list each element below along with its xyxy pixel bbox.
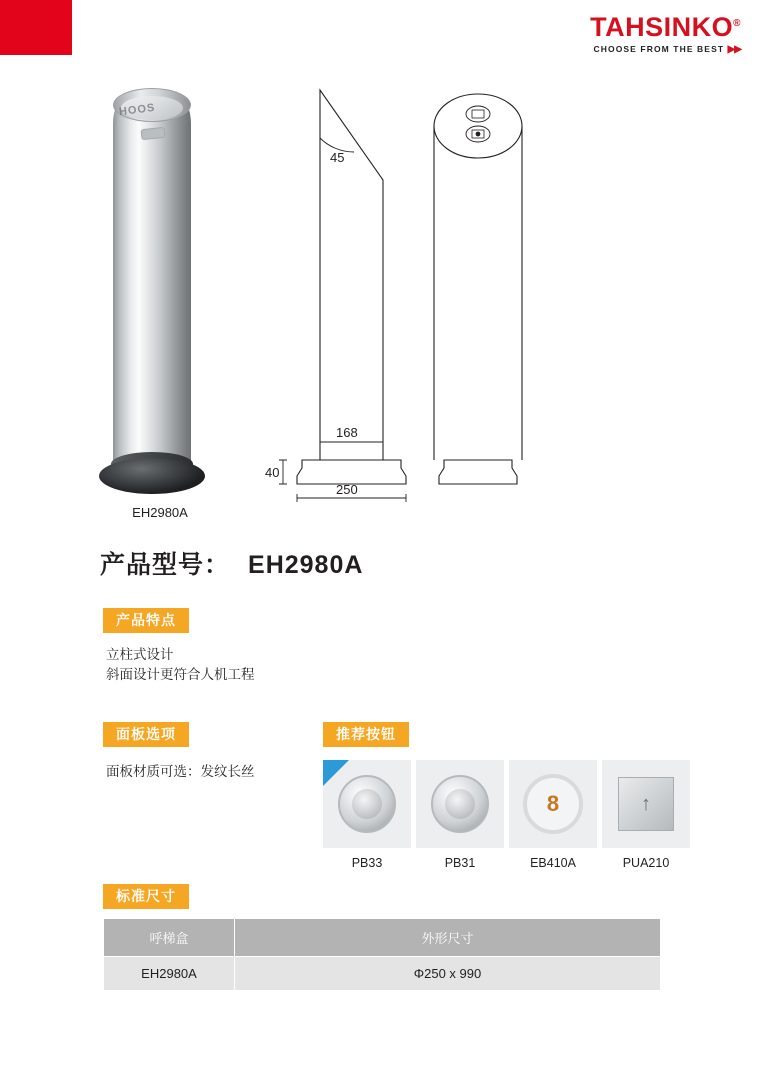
button-label: PB31 [444,856,476,870]
button-label: PB33 [351,856,383,870]
round-arrow-button-icon [431,775,489,833]
product-photo [95,80,225,500]
dimension-top-width: 168 [336,425,358,440]
registered-mark: ® [733,18,741,29]
button-item[interactable] [509,760,597,870]
section-tag-panel-options: 面板选项 [103,722,189,747]
button-item[interactable] [323,760,411,870]
brand-tagline [590,44,741,55]
front-view-drawing [434,94,522,484]
feature-line-2: 斜面设计更符合人机工程 [106,667,255,682]
double-arrow-icon: ▶▶ [727,44,741,55]
technical-drawings [250,70,590,530]
header-red-block [0,0,72,55]
button-item[interactable] [602,760,690,870]
recommended-buttons-row [323,760,690,870]
brand-tagline-text: CHOOSE FROM THE BEST [593,44,725,54]
round-braille-button-icon [338,775,396,833]
model-label: 产品型号： [100,551,231,579]
brand-logo [590,14,741,55]
round-numeric-button-icon: 8 [523,774,583,834]
button-thumbnail-pb33 [323,760,411,848]
column-base-outer [99,458,205,494]
button-thumbnail-eb410a [509,760,597,848]
model-value: EH2980A [248,551,364,579]
table-header-dimensions: 外形尺寸 [235,919,661,957]
table-header-model: 呼梯盒 [104,919,235,957]
brand-name [590,14,741,41]
dimension-angle: 45 [330,150,345,165]
section-tag-standard-size: 标准尺寸 [103,884,189,909]
button-label: PUA210 [622,856,670,870]
button-item[interactable] [416,760,504,870]
square-arrow-button-icon: ↑ [618,777,674,831]
dimension-base-height: 40 [265,465,280,480]
feature-line-1: 立柱式设计 [106,647,174,662]
button-thumbnail-pb31 [416,760,504,848]
column-body [113,98,191,466]
panel-brand-text: HOOS [118,101,157,119]
new-flag-icon [323,760,349,786]
product-illustration-area [0,70,763,530]
table-cell-dimensions: Φ250 x 990 [235,957,661,991]
table-row [104,957,661,991]
photo-caption: EH2980A [132,505,188,520]
brand-name-text: TAHSINKO [590,12,734,42]
model-title [100,545,363,581]
button-label: EB410A [530,856,576,870]
table-cell-model: EH2980A [104,957,235,991]
features-list [106,645,255,685]
section-tag-features: 产品特点 [103,608,189,633]
section-tag-recommended-buttons: 推荐按钮 [323,722,409,747]
size-table [103,918,661,991]
button-thumbnail-pua210 [602,760,690,848]
panel-option-text: 面板材质可选：发纹长丝 [106,764,255,779]
dimension-base-width: 250 [336,482,358,497]
table-header-row [104,919,661,957]
